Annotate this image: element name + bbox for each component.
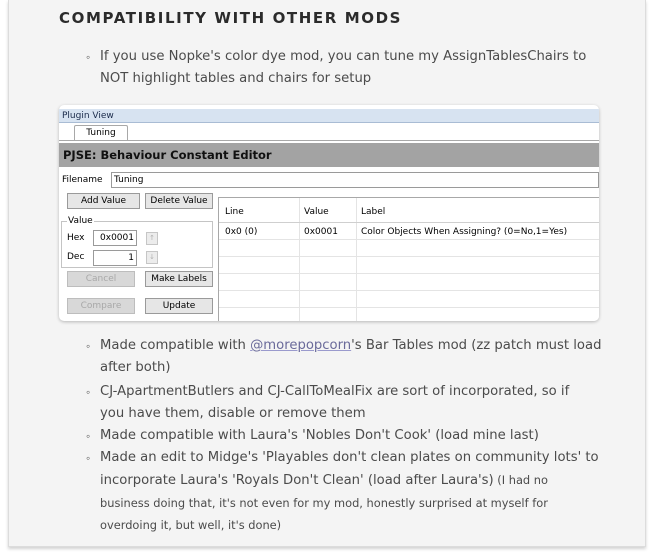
add-value-button[interactable]: Add Value (67, 193, 140, 209)
list-item-text: incorporate Laura's 'Royals Don't Clean' (load after Laura's) (100, 473, 494, 488)
bullet-icon: ◦ (86, 429, 91, 443)
cancel-button[interactable]: Cancel (67, 271, 135, 287)
compare-button[interactable]: Compare (67, 298, 135, 314)
table-cell-line[interactable]: 0x0 (0) (225, 227, 258, 237)
intro-line-2: NOT highlight tables and chairs for setup (100, 71, 372, 86)
bullet-icon: ◦ (86, 385, 91, 399)
list-item (100, 447, 604, 536)
header-divider (219, 222, 599, 223)
hex-field[interactable]: 0x0001 (93, 230, 137, 246)
tab-divider (59, 140, 599, 141)
constants-table (218, 197, 599, 321)
list-item (100, 425, 604, 447)
table-cell-label[interactable]: Color Objects When Assigning? (0=No,1=Yes) (361, 227, 568, 237)
editor-title: PJSE: Behaviour Constant Editor (59, 143, 599, 167)
column-header-label[interactable]: Label (361, 207, 386, 217)
arrow-down-icon[interactable]: ↓ (146, 251, 158, 264)
make-labels-button[interactable]: Make Labels (145, 271, 213, 287)
list-item-line (100, 335, 604, 357)
plugin-screenshot (59, 105, 599, 321)
row-divider (219, 256, 599, 257)
aside-line: business doing that, it's not even for my mod, honestly surprised at myself for (100, 496, 548, 510)
filename-field[interactable]: Tuning (111, 172, 599, 188)
column-divider (299, 198, 300, 321)
list-item-line: Made an edit to Midge's 'Playables don't clean plates on community lots' to (100, 450, 599, 465)
list-item-line: Made compatible with Laura's 'Nobles Don't Cook' (load mine last) (100, 428, 539, 443)
row-divider (219, 290, 599, 291)
bullet-icon: ◦ (86, 50, 91, 64)
user-mention-link[interactable]: @morepopcorn (250, 338, 352, 353)
list-item-text: 's Bar Tables mod (zz patch must load (351, 338, 602, 353)
table-cell-value[interactable]: 0x0001 (304, 227, 338, 237)
column-divider (356, 198, 357, 321)
delete-value-button[interactable]: Delete Value (145, 193, 213, 209)
tab-tuning[interactable]: Tuning (74, 125, 128, 141)
update-button[interactable]: Update (145, 298, 213, 314)
column-header-value[interactable]: Value (304, 207, 329, 217)
intro-text (100, 46, 604, 90)
list-item-line: you have them, disable or remove them (100, 406, 366, 421)
dec-field[interactable]: 1 (93, 250, 137, 266)
list-item-text: Made compatible with (100, 338, 251, 353)
column-header-line[interactable]: Line (225, 207, 244, 217)
bullet-icon: ◦ (86, 339, 91, 353)
list-item-line (100, 469, 604, 492)
filename-label: Filename (62, 175, 103, 185)
intro-line-1: If you use Nopke's color dye mod, you can tune my AssignTablesChairs to (100, 49, 587, 64)
aside-text: (I had no (493, 473, 548, 487)
section-heading: COMPATIBILITY WITH OTHER MODS (59, 9, 403, 27)
list-item (100, 335, 604, 379)
row-divider (219, 273, 599, 274)
aside-line: overdoing it, but well, it's done) (100, 518, 282, 532)
list-item (100, 381, 604, 425)
row-divider (219, 307, 599, 308)
list-item-line: after both) (100, 360, 171, 375)
dec-label: Dec (67, 252, 85, 262)
list-item-line: CJ-ApartmentButlers and CJ-CallToMealFix are sort of incorporated, so if (100, 384, 570, 399)
row-divider (219, 239, 599, 240)
plugin-view-title: Plugin View (59, 109, 599, 123)
arrow-up-icon[interactable]: ↑ (146, 232, 158, 245)
bullet-icon: ◦ (86, 451, 91, 465)
value-group-label: Value (68, 216, 93, 226)
hex-label: Hex (67, 233, 85, 243)
